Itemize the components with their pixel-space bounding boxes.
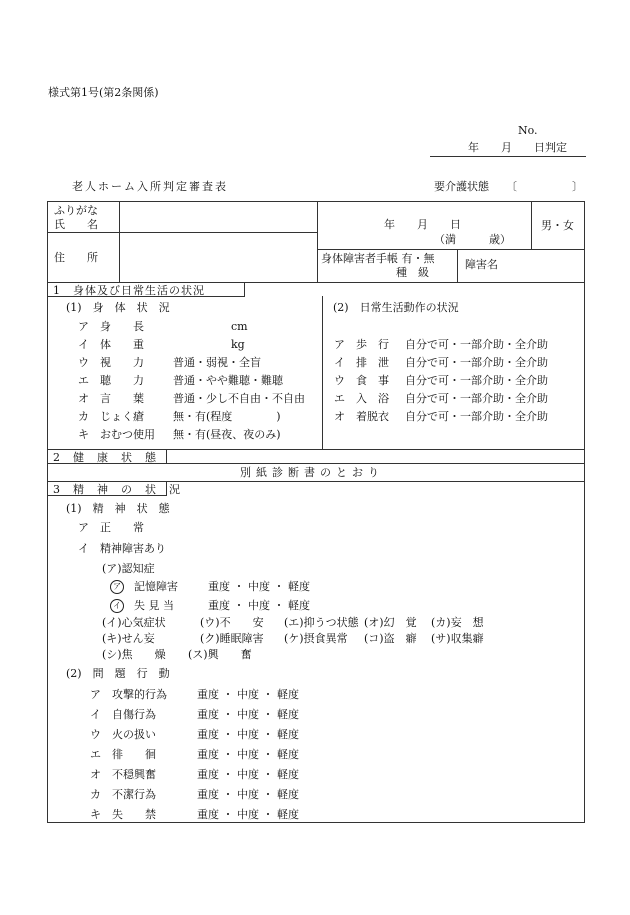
- disorientation-mark: イ: [110, 599, 124, 613]
- daily-label-dressing: オ 着脱衣: [334, 410, 389, 423]
- daily-value-eating: 自分で可・一部介助・全介助: [405, 374, 548, 387]
- section3-top-line: [47, 481, 585, 482]
- judgment-date: 年 月 日判定: [468, 141, 567, 154]
- physical-value-height: cm: [231, 320, 248, 333]
- section2-heading-divider: [166, 449, 167, 463]
- daily-label-walking: ア 歩 行: [334, 338, 389, 351]
- section3-heading-divider: [166, 481, 167, 495]
- no-label: No.: [518, 124, 538, 137]
- grade-label: 種 級: [396, 266, 429, 279]
- behavior-value-wandering: 重度 ・ 中度 ・ 軽度: [197, 748, 299, 761]
- symptom-hallucination: (オ)幻 覚: [364, 616, 417, 629]
- behavior-value-aggression: 重度 ・ 中度 ・ 軽度: [197, 688, 299, 701]
- symptom-hypochondria: (イ)心気症状: [102, 616, 166, 629]
- symptom-eating-disorder: (ケ)摂食異常: [284, 632, 348, 645]
- daily-label-eating: ウ 食 事: [334, 374, 389, 387]
- section1-heading: 1 身体及び日常生活の状況: [53, 284, 205, 297]
- behavior-heading: (2) 問 題 行 動: [66, 667, 170, 680]
- disability-name-label: 障害名: [465, 258, 498, 271]
- symptom-anxiety: (ウ)不 安: [200, 616, 264, 629]
- behavior-label-incontinence: キ 失 禁: [90, 808, 156, 821]
- physical-label-weight: イ 体 重: [78, 338, 144, 351]
- physical-value-hearing: 普通・やや難聴・難聴: [173, 374, 283, 387]
- birth-row-divider: [317, 249, 585, 250]
- section2-top-line: [47, 449, 585, 450]
- physical-value-diaper: 無・有(昼夜、夜のみ): [173, 428, 281, 441]
- gender-column-divider: [531, 201, 532, 249]
- daily-value-bathing: 自分で可・一部介助・全介助: [405, 392, 548, 405]
- symptom-delirium: (キ)せん妄: [102, 632, 155, 645]
- address-label: 住 所: [54, 251, 98, 264]
- dementia-label: (ア)認知症: [102, 562, 155, 575]
- birth-column-divider: [317, 201, 318, 282]
- behavior-value-restlessness: 重度 ・ 中度 ・ 軽度: [197, 768, 299, 781]
- name-row-divider: [47, 232, 317, 233]
- label-column-divider: [119, 201, 120, 282]
- behavior-value-self-harm: 重度 ・ 中度 ・ 軽度: [197, 708, 299, 721]
- mental-heading: (1) 精 神 状 態: [66, 502, 170, 515]
- physical-value-speech: 普通・少し不自由・不自由: [173, 392, 305, 405]
- birth-date: 年 月 日: [384, 218, 461, 231]
- symptom-hoarding: (サ)収集癖: [431, 632, 484, 645]
- physical-value-weight: kg: [231, 338, 245, 351]
- behavior-label-aggression: ア 攻撃的行為: [90, 688, 167, 701]
- section2-heading-underline: [47, 463, 585, 464]
- handbook-label: 身体障害者手帳 有・無: [321, 252, 435, 265]
- disability-column-divider: [457, 249, 458, 282]
- disorientation-label: 失 見 当: [134, 599, 174, 612]
- header-bottom-line: [47, 282, 585, 283]
- section1-column-divider: [322, 296, 323, 449]
- physical-label-bedsore: カ じょく瘡: [78, 410, 144, 423]
- symptom-delusion: (カ)妄 想: [431, 616, 484, 629]
- page-title: 老人ホーム入所判定審査表: [72, 180, 228, 193]
- mental-normal: ア 正 常: [78, 521, 144, 534]
- physical-heading: (1) 身 体 状 況: [66, 301, 170, 314]
- daily-heading: (2) 日常生活動作の状況: [333, 301, 459, 314]
- symptom-sleep-disorder: (ク)睡眠障害: [200, 632, 264, 645]
- section2-body: 別紙診断書のとおり: [240, 466, 384, 479]
- physical-label-vision: ウ 視 力: [78, 356, 144, 369]
- behavior-label-restlessness: オ 不穏興奮: [90, 768, 156, 781]
- daily-value-dressing: 自分で可・一部介助・全介助: [405, 410, 548, 423]
- form-number: 様式第1号(第2条関係): [48, 86, 159, 99]
- physical-value-vision: 普通・弱視・全盲: [173, 356, 261, 369]
- section1-heading-underline: [47, 296, 245, 297]
- physical-label-speech: オ 言 葉: [78, 392, 144, 405]
- behavior-label-wandering: エ 徘 徊: [90, 748, 156, 761]
- daily-value-excretion: 自分で可・一部介助・全介助: [405, 356, 548, 369]
- memory-row: [110, 580, 178, 594]
- disorientation-value: 重度 ・ 中度 ・ 軽度: [208, 599, 310, 612]
- daily-label-excretion: イ 排 泄: [334, 356, 389, 369]
- disorientation-row: [110, 599, 174, 613]
- memory-label: 記憶障害: [134, 580, 178, 593]
- gender-field: 男・女: [541, 219, 574, 232]
- date-underline: [430, 156, 586, 157]
- section2-heading: 2 健 康 状 態: [53, 451, 157, 464]
- symptom-depression: (エ)抑うつ状態: [284, 616, 359, 629]
- behavior-label-fire: ウ 火の扱い: [90, 728, 156, 741]
- section3-heading-underline: [47, 495, 167, 496]
- age-field: （満 歳）: [434, 233, 511, 246]
- physical-label-hearing: エ 聴 力: [78, 374, 144, 387]
- section1-heading-divider: [244, 282, 245, 296]
- memory-value: 重度 ・ 中度 ・ 軽度: [208, 580, 310, 593]
- daily-label-bathing: エ 入 浴: [334, 392, 389, 405]
- mental-disorder: イ 精神障害あり: [78, 542, 166, 555]
- physical-label-diaper: キ おむつ使用: [78, 428, 155, 441]
- behavior-value-unsanitary: 重度 ・ 中度 ・ 軽度: [197, 788, 299, 801]
- name-label: 氏 名: [54, 218, 98, 231]
- behavior-label-unsanitary: カ 不潔行為: [90, 788, 156, 801]
- memory-mark: ア: [110, 580, 124, 594]
- symptom-excitement: (ス)興 奮: [188, 648, 252, 661]
- daily-value-walking: 自分で可・一部介助・全介助: [405, 338, 548, 351]
- care-status-label: 要介護状態: [434, 180, 489, 193]
- care-status-bracket: 〔 〕: [506, 180, 583, 193]
- physical-value-bedsore: 無・有(程度 ): [173, 410, 281, 423]
- furigana-label: ふりがな: [54, 204, 98, 217]
- symptom-kleptomania: (コ)盗 癖: [364, 632, 417, 645]
- section3-heading: 3 精 神 の 状 況: [53, 483, 181, 496]
- physical-label-height: ア 身 長: [78, 320, 144, 333]
- behavior-value-incontinence: 重度 ・ 中度 ・ 軽度: [197, 808, 299, 821]
- behavior-value-fire: 重度 ・ 中度 ・ 軽度: [197, 728, 299, 741]
- symptom-irritability: (シ)焦 燥: [102, 648, 166, 661]
- behavior-label-self-harm: イ 自傷行為: [90, 708, 156, 721]
